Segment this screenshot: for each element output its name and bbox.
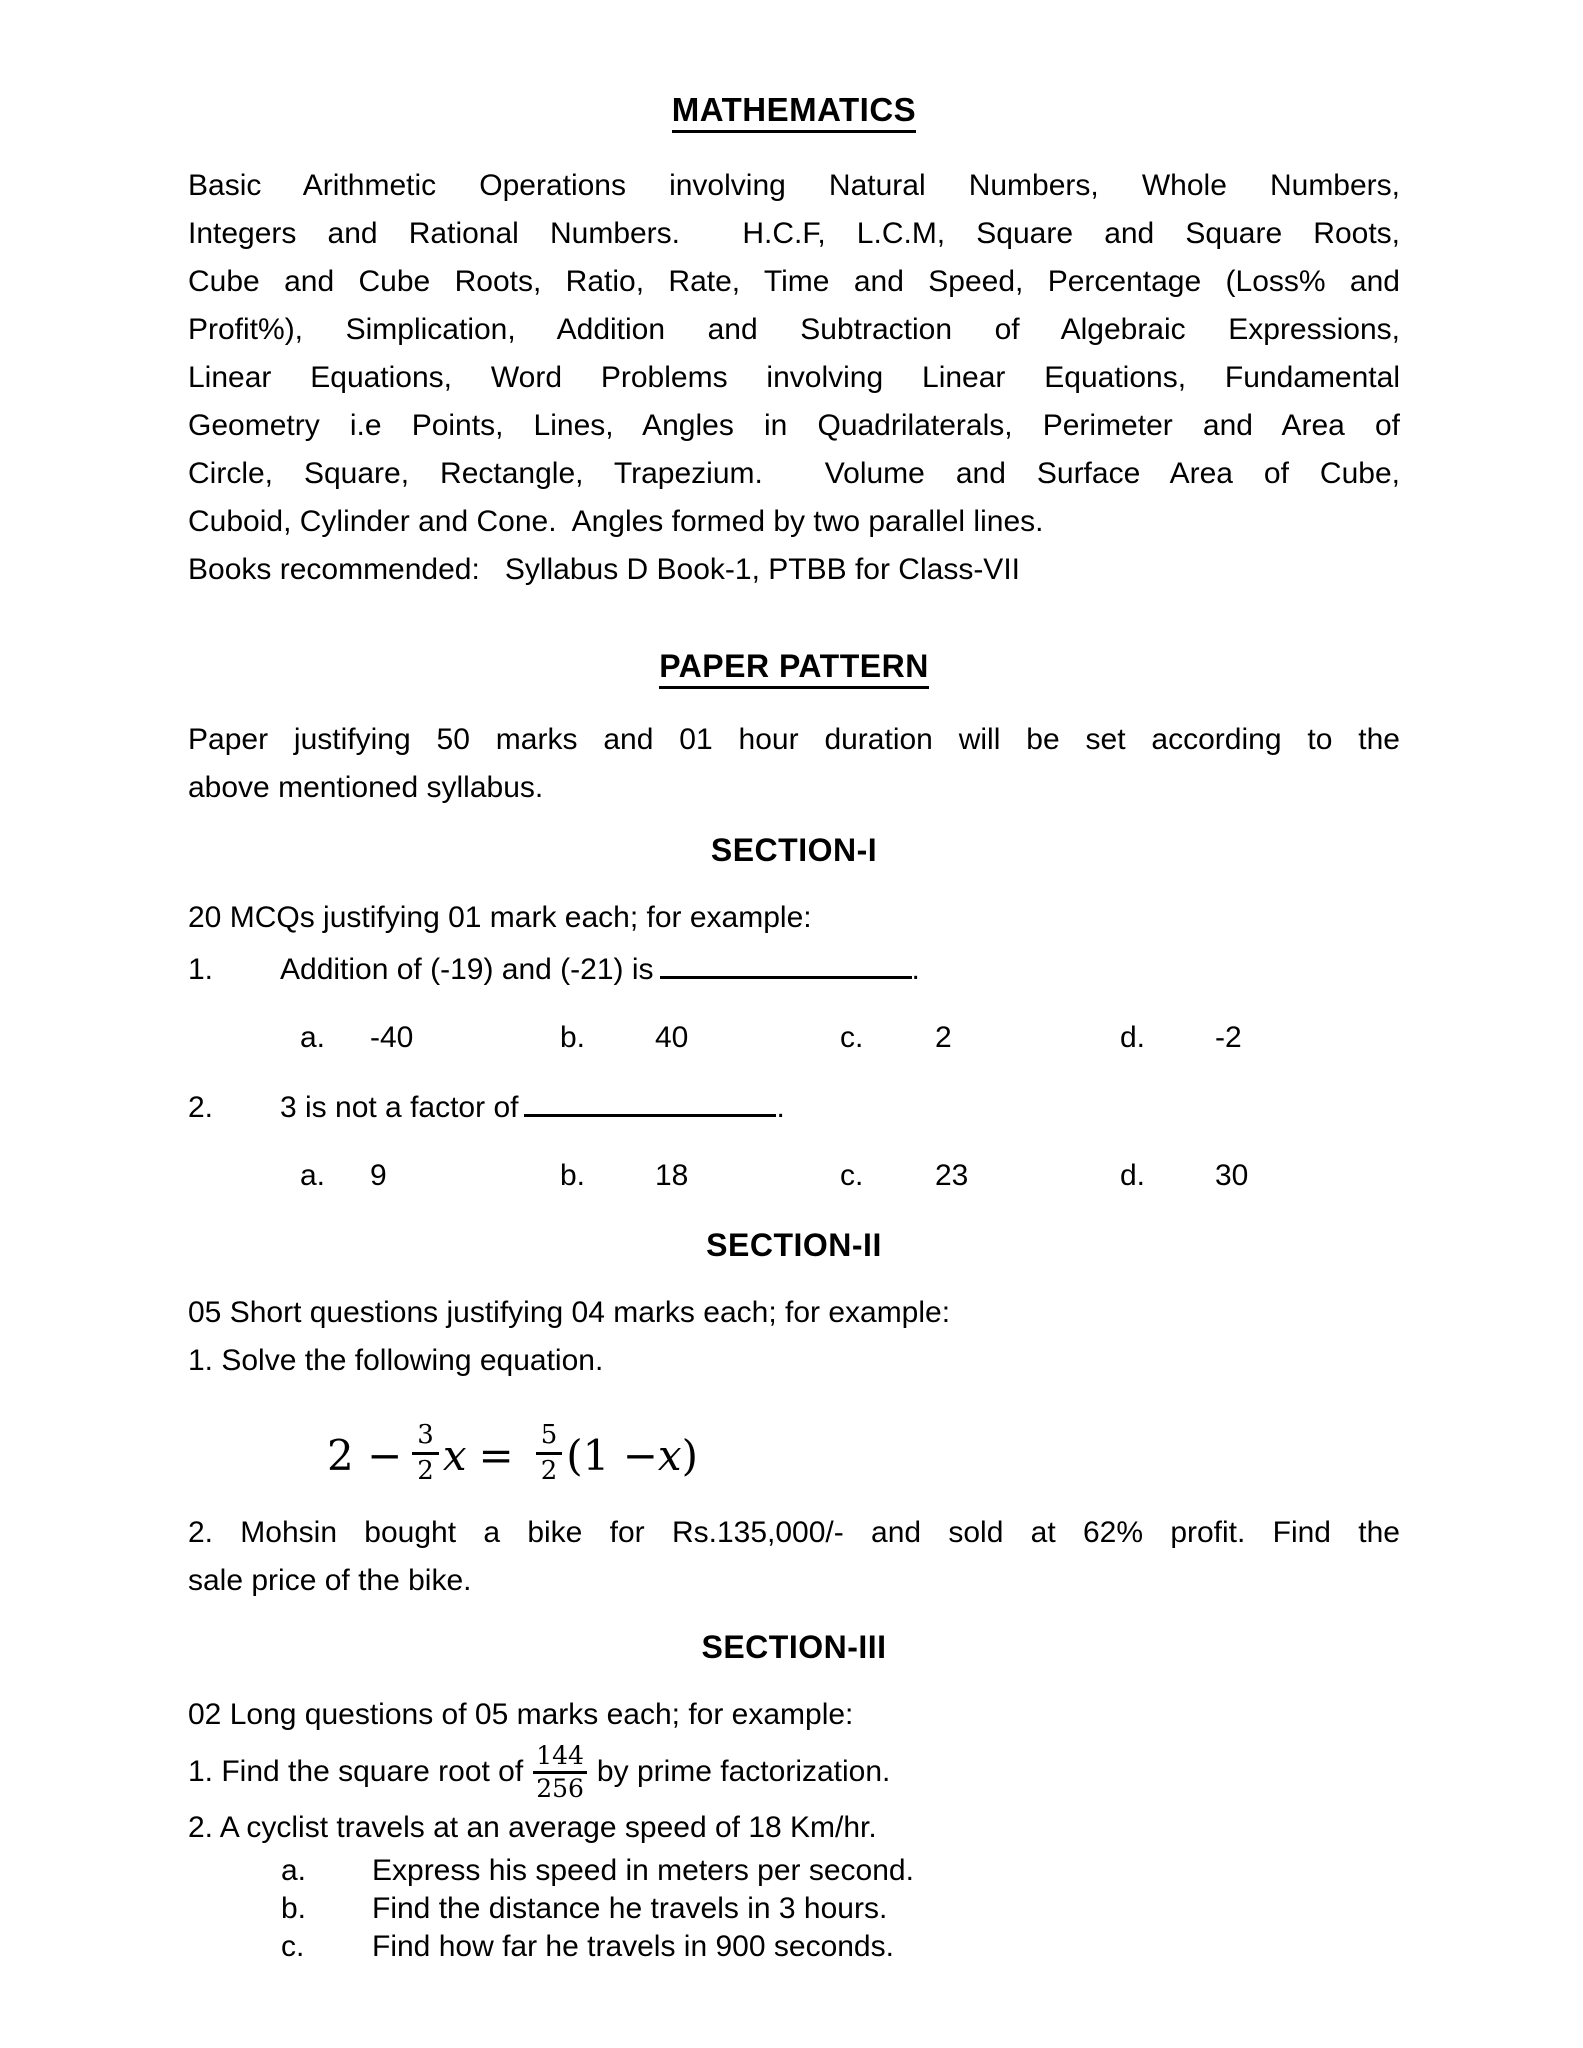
subquestion-text: Find how far he travels in 900 seconds. (372, 1930, 894, 1963)
option-value: 9 (370, 1159, 387, 1192)
question-text-before-fraction: 1. Find the square root of (188, 1755, 524, 1788)
syllabus-line: Integers and Rational Numbers. H.C.F, L.C.M, Square and Square Roots, (188, 217, 1400, 250)
section-1-intro: 20 MCQs justifying 01 mark each; for example: (188, 901, 812, 934)
fraction-denominator: 2 (417, 1455, 434, 1486)
section-2-body (188, 1289, 1400, 1385)
syllabus-line: Profit%), Simplication, Addition and Subtraction of Algebraic Expressions, (188, 313, 1400, 346)
subquestion-letter: b. (281, 1892, 307, 1925)
subquestion (281, 1852, 1400, 1890)
fraction-numerator: 5 (536, 1422, 563, 1455)
equation-paren-open: (1 − (566, 1430, 658, 1480)
equation-term-lhs: 2 − (327, 1430, 403, 1480)
subquestion-letter: a. (281, 1854, 307, 1887)
paper-pattern-line: Paper justifying 50 marks and 01 hour duration will be set according to the (188, 723, 1400, 756)
section-3-subquestions (188, 1852, 1400, 1966)
option (300, 1016, 413, 1059)
syllabus-line: Circle, Square, Rectangle, Trapezium. Volume and Surface Area of Cube, (188, 457, 1400, 490)
section-2-question-2 (188, 1509, 1400, 1605)
equation-variable-x: x (657, 1430, 682, 1480)
option (1120, 1154, 1248, 1197)
question-1 (188, 942, 1400, 994)
question-2-number: 2. (188, 1091, 214, 1124)
question-2-period: . (776, 1091, 785, 1124)
option (300, 1154, 387, 1197)
fraction-three-halves (412, 1419, 439, 1486)
paper-pattern-heading (188, 646, 1400, 686)
syllabus-line: Linear Equations, Word Problems involving Linear Equations, Fundamental (188, 361, 1400, 394)
option (560, 1154, 688, 1197)
paper-pattern-line: above mentioned syllabus. (188, 771, 544, 804)
syllabus-line: Cube and Cube Roots, Ratio, Rate, Time and Speed, Percentage (Loss% and (188, 265, 1400, 298)
option-value: 18 (655, 1159, 689, 1192)
equation-variable-x: x (442, 1430, 467, 1480)
option-letter: b. (560, 1021, 586, 1054)
section-3-question-2: 2. A cyclist travels at an average speed of 18 Km/hr. (188, 1811, 877, 1844)
option-value: 30 (1215, 1159, 1249, 1192)
question-line: 2. Mohsin bought a bike for Rs.135,000/- and sold at 62% profit. Find the (188, 1516, 1400, 1549)
section-3-intro: 02 Long questions of 05 marks each; for example: (188, 1698, 854, 1731)
equals-sign: = (478, 1430, 514, 1480)
subquestion (281, 1890, 1400, 1928)
option-letter: a. (300, 1159, 326, 1192)
section-3-heading: SECTION-III (701, 1629, 887, 1665)
syllabus-line: Geometry i.e Points, Lines, Angles in Quadrilaterals, Perimeter and Area of (188, 409, 1400, 442)
fraction-denominator: 256 (536, 1773, 584, 1803)
section-3-question-1 (188, 1736, 1400, 1808)
subquestion-text: Find the distance he travels in 3 hours. (372, 1892, 888, 1925)
syllabus-paragraph (188, 162, 1400, 546)
option-value: 2 (935, 1021, 952, 1054)
option (840, 1154, 968, 1197)
page-title (188, 90, 1400, 130)
option-letter: a. (300, 1021, 326, 1054)
option-letter: c. (840, 1021, 864, 1054)
option-letter: d. (1120, 1021, 1146, 1054)
question-line: sale price of the bike. (188, 1564, 472, 1597)
option-letter: b. (560, 1159, 586, 1192)
books-recommended-line: Books recommended: Syllabus D Book-1, PTBB for Class-VII (188, 553, 1020, 586)
option-value: -40 (370, 1021, 414, 1054)
option (840, 1016, 952, 1059)
question-text-after-fraction: by prime factorization. (596, 1755, 891, 1788)
fraction-numerator: 144 (533, 1743, 587, 1774)
section-2-intro: 05 Short questions justifying 04 marks each; for example: (188, 1296, 951, 1329)
subquestion (281, 1928, 1400, 1966)
question-1-options-row (188, 1016, 1400, 1059)
fraction-numerator: 3 (412, 1422, 439, 1455)
option-value: 23 (935, 1159, 969, 1192)
option (560, 1016, 688, 1059)
section-2-question-1: 1. Solve the following equation. (188, 1344, 604, 1377)
option-letter: d. (1120, 1159, 1146, 1192)
fraction-five-halves (536, 1419, 563, 1486)
option-value: 40 (655, 1021, 689, 1054)
question-2-options-row (188, 1154, 1400, 1197)
fraction-144-256 (533, 1740, 587, 1803)
question-1-text: Addition of (-19) and (-21) is (280, 953, 654, 986)
option (1120, 1016, 1242, 1059)
question-2-text: 3 is not a factor of (280, 1091, 519, 1124)
question-2 (188, 1080, 1400, 1132)
paper-pattern-paragraph (188, 716, 1400, 812)
equation-paren-close: ) (681, 1430, 698, 1480)
syllabus-line: Basic Arithmetic Operations involving Natural Numbers, Whole Numbers, (188, 169, 1400, 202)
subquestion-letter: c. (281, 1930, 305, 1963)
question-1-period: . (911, 953, 920, 986)
question-1-number: 1. (188, 953, 214, 986)
question-2-answer-blank (524, 1080, 776, 1117)
section-2-heading: SECTION-II (706, 1227, 882, 1263)
option-letter: c. (840, 1159, 864, 1192)
syllabus-line: Cuboid, Cylinder and Cone. Angles formed by two parallel lines. (188, 505, 1044, 538)
subquestion-text: Express his speed in meters per second. (372, 1854, 914, 1887)
equation (327, 1409, 1400, 1501)
section-1-body (188, 894, 1400, 994)
fraction-denominator: 2 (540, 1455, 558, 1486)
page-title-text: MATHEMATICS (672, 91, 916, 133)
section-1-heading: SECTION-I (710, 832, 878, 868)
paper-pattern-heading-text: PAPER PATTERN (659, 648, 929, 689)
option-value: -2 (1215, 1021, 1242, 1054)
question-1-answer-blank (660, 942, 912, 979)
